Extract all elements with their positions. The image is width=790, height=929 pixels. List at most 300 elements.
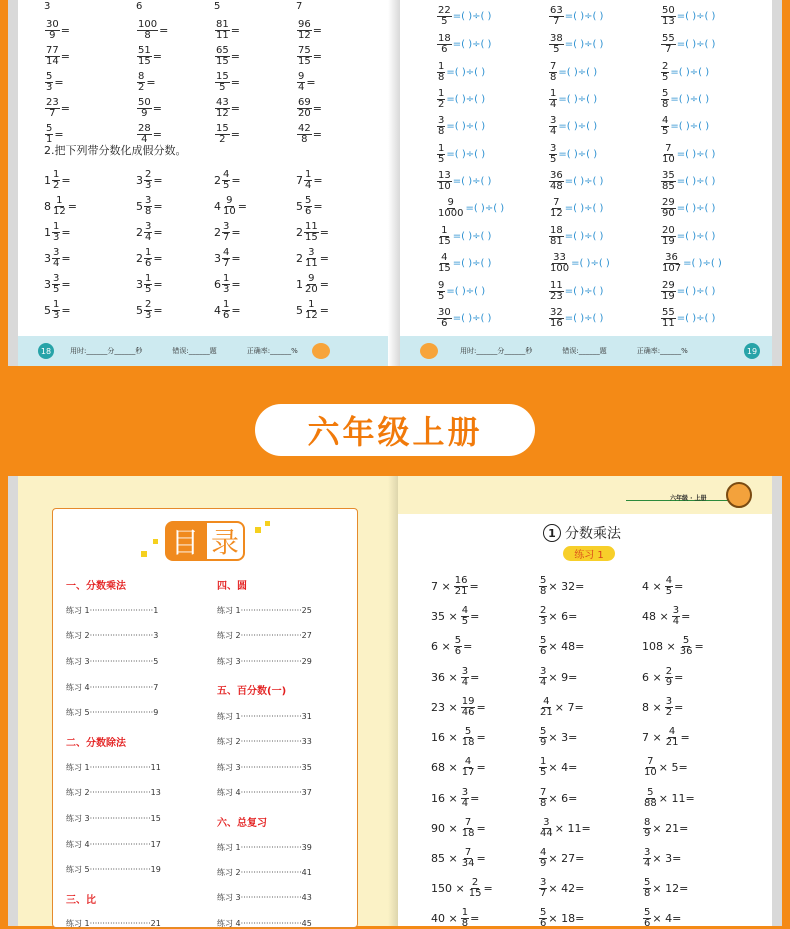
division-blank-problem: [436, 62, 485, 83]
denominator: 3: [540, 616, 547, 627]
denominator: 8: [438, 72, 445, 83]
fraction: [661, 226, 676, 247]
multiplier: 8 ×: [642, 701, 662, 714]
denominator: 44: [540, 828, 553, 839]
division-blank-problem: [548, 34, 603, 55]
numerator: 2: [662, 61, 669, 72]
division-blank-problem: [660, 253, 722, 274]
multiplication-problem: [538, 636, 584, 657]
numerator: 1: [550, 88, 557, 99]
fraction: [137, 46, 152, 67]
improper-fraction-problem: [296, 20, 322, 41]
mixed-number-problem: [214, 170, 241, 191]
fraction: [222, 196, 237, 217]
operator-suffix: =: [674, 701, 684, 714]
answer-blank[interactable]: =( )÷( ): [558, 67, 598, 78]
toc-entry[interactable]: 练习 3························43: [217, 893, 312, 902]
denominator: 7: [223, 232, 230, 243]
toc-entry[interactable]: 练习 4························45: [217, 919, 312, 928]
denominator: 9: [540, 858, 547, 869]
numerator: 1: [461, 907, 469, 918]
division-blank-problem: [436, 116, 485, 137]
fraction: [437, 144, 445, 165]
equals-sign: =: [153, 200, 163, 213]
division-blank-problem: [436, 198, 504, 219]
improper-fraction-problem: [214, 46, 240, 67]
division-blank-problem: [548, 89, 597, 110]
multiplication-problem: [431, 757, 486, 778]
denominator: 46: [461, 707, 475, 718]
numerator: 19: [461, 696, 475, 707]
multiplier: 40 ×: [431, 912, 458, 925]
operator-suffix: × 18=: [548, 912, 585, 925]
answer-blank[interactable]: =( )÷( ): [676, 203, 716, 214]
fraction: [461, 818, 476, 839]
division-blank-problem: [548, 226, 603, 247]
toc-section-heading: 六、总复习: [217, 818, 267, 829]
numerator: 1: [308, 299, 315, 310]
improper-fraction-problem: [136, 20, 168, 41]
answer-blank[interactable]: =( )÷( ): [558, 94, 598, 105]
toc-entry[interactable]: 练习 1························31: [217, 712, 312, 721]
numerator: 7: [296, 1, 303, 12]
numerator: 5: [540, 575, 547, 586]
denominator: 7: [665, 44, 672, 55]
whole-part: 4: [214, 200, 221, 213]
fraction: [539, 788, 547, 809]
answer-blank[interactable]: =( )÷( ): [676, 231, 716, 242]
numerator: 3: [223, 221, 230, 232]
answer-blank[interactable]: =( )÷( ): [676, 11, 716, 22]
fraction: [643, 788, 658, 809]
instruction-text: 2.把下列带分数化成假分数。: [44, 144, 187, 157]
numerator: 8: [138, 71, 145, 82]
denominator: 107: [662, 263, 682, 274]
operator-suffix: =: [469, 580, 479, 593]
answer-blank[interactable]: =( )÷( ): [564, 11, 604, 22]
footer-rate: 正确率:______%: [636, 347, 688, 355]
multiplication-problem: [538, 606, 577, 627]
answer-blank[interactable]: =( )÷( ): [446, 149, 486, 160]
answer-blank[interactable]: =( )÷( ): [446, 67, 486, 78]
answer-blank[interactable]: =( )÷( ): [564, 203, 604, 214]
toc-entry[interactable]: 练习 4························17: [66, 840, 161, 849]
fraction: [137, 72, 145, 93]
whole-part: 2: [214, 174, 221, 187]
multiplier: 7 ×: [642, 731, 662, 744]
equals-sign: =: [231, 252, 241, 265]
denominator: 8: [301, 134, 308, 145]
denominator: 20: [305, 284, 318, 295]
toc-entry[interactable]: 练习 3·························5: [66, 657, 159, 666]
answer-blank[interactable]: =( )÷( ): [670, 121, 710, 132]
multiplication-problem: [538, 697, 584, 718]
improper-fraction-problem: [296, 124, 322, 145]
numerator: 4: [441, 252, 448, 263]
whole-part: 2: [136, 252, 143, 265]
division-blank-problem: [436, 281, 485, 302]
answer-blank[interactable]: =( )÷( ): [452, 258, 492, 269]
multiplication-problem: [642, 727, 690, 748]
division-blank-problem: [436, 34, 491, 55]
toc-entry[interactable]: 练习 3························29: [217, 657, 312, 666]
answer-blank[interactable]: =( )÷( ): [564, 231, 604, 242]
denominator: 4: [550, 99, 557, 110]
division-blank-problem: [548, 308, 603, 329]
equals-sign: =: [319, 278, 329, 291]
equals-sign: =: [153, 278, 163, 291]
toc-entry[interactable]: 练习 3························35: [217, 763, 312, 772]
toc-entry[interactable]: 练习 2·························3: [66, 631, 159, 640]
denominator: 3: [53, 232, 60, 243]
denominator: 9: [644, 828, 651, 839]
fraction: [661, 62, 669, 83]
whole-part: 3: [44, 252, 51, 265]
numerator: 5: [682, 635, 690, 646]
operator-suffix: =: [476, 822, 486, 835]
denominator: 6: [644, 918, 651, 929]
answer-blank[interactable]: =( )÷( ): [446, 94, 486, 105]
division-blank-problem: [660, 144, 715, 165]
denominator: 2: [138, 82, 145, 93]
toc-entry[interactable]: 练习 1························11: [66, 763, 161, 772]
answer-blank[interactable]: =( )÷( ): [558, 121, 598, 132]
whole-part: 4: [214, 304, 221, 317]
toc-section-heading: 四、圆: [217, 581, 247, 592]
equals-sign: =: [61, 174, 71, 187]
mixed-number-problem: [44, 274, 71, 295]
fraction: [437, 281, 445, 302]
answer-blank[interactable]: =( )÷( ): [558, 149, 598, 160]
denominator: 12: [550, 208, 563, 219]
denominator: 5: [662, 126, 669, 137]
toc-entry[interactable]: 练习 1························25: [217, 606, 312, 615]
denominator: 12: [216, 108, 229, 119]
numerator: 3: [461, 666, 469, 677]
numerator: 6: [136, 1, 143, 12]
fraction: [144, 170, 152, 191]
multiplier: 6 ×: [431, 640, 451, 653]
numerator: 1: [56, 195, 63, 206]
answer-blank[interactable]: =( )÷( ): [676, 286, 716, 297]
fraction: [549, 89, 557, 110]
fraction: [549, 226, 564, 247]
denominator: 8: [145, 206, 152, 217]
equals-sign: =: [54, 128, 64, 141]
whole-part: 5: [136, 304, 143, 317]
toc-section-heading: 二、分数除法: [66, 738, 126, 749]
equals-sign: =: [319, 304, 329, 317]
fraction: [661, 116, 669, 137]
equals-sign: =: [230, 24, 240, 37]
equals-sign: =: [146, 76, 156, 89]
toc-entry[interactable]: 练习 2························27: [217, 631, 312, 640]
toc-entry[interactable]: 练习 5························19: [66, 865, 161, 874]
answer-blank[interactable]: =( )÷( ): [465, 203, 505, 214]
fraction: [45, 46, 60, 67]
fraction: [661, 281, 676, 302]
denominator: 8: [461, 918, 469, 929]
numerator: 1: [145, 247, 152, 258]
toc-title-char-2: 录: [205, 521, 245, 561]
equals-sign: =: [312, 128, 322, 141]
mixed-number-problem: [136, 196, 163, 217]
equals-sign: =: [306, 76, 316, 89]
numerator: 1: [53, 169, 60, 180]
answer-blank[interactable]: =( )÷( ): [452, 176, 492, 187]
denominator: 48: [550, 181, 563, 192]
division-blank-problem: [660, 6, 715, 27]
fraction: [52, 300, 60, 321]
equals-sign: =: [67, 200, 77, 213]
operator-suffix: =: [674, 671, 684, 684]
numerator: 7: [647, 756, 654, 767]
multiplication-problem: [431, 818, 486, 839]
whole-part: 1: [44, 226, 51, 239]
fraction: [144, 300, 152, 321]
equals-sign: =: [159, 24, 169, 37]
answer-blank[interactable]: =( )÷( ): [670, 67, 710, 78]
mixed-number-problem: [136, 300, 163, 321]
equals-sign: =: [61, 278, 71, 291]
denominator: 10: [438, 181, 451, 192]
toc-entry[interactable]: 练习 2························13: [66, 788, 161, 797]
denominator: 5: [219, 82, 226, 93]
toc-entry[interactable]: 练习 1·························1: [66, 606, 159, 615]
multiplier: 6 ×: [642, 671, 662, 684]
denominator: 18: [461, 828, 475, 839]
denominator: 15: [438, 236, 451, 247]
mixed-number-problem: [214, 300, 241, 321]
exercise-badge: 练习 1: [563, 546, 615, 561]
mixed-number-problem: [296, 170, 323, 191]
numerator: 7: [464, 817, 472, 828]
mixed-number-problem: [136, 274, 163, 295]
equals-sign: =: [54, 76, 64, 89]
numerator: 11: [305, 221, 318, 232]
fraction: [461, 848, 476, 869]
equals-sign: =: [61, 304, 71, 317]
numerator: 29: [662, 197, 675, 208]
numerator: 51: [138, 45, 151, 56]
denominator: 4: [145, 232, 152, 243]
operator-suffix: =: [476, 701, 486, 714]
numerator: 5: [662, 88, 669, 99]
numerator: 55: [662, 307, 675, 318]
toc-entry[interactable]: 练习 5·························9: [66, 708, 159, 717]
denominator: 9: [141, 108, 148, 119]
fraction: [52, 196, 67, 217]
mixed-number-problem: [136, 222, 163, 243]
denominator: 6: [145, 258, 152, 269]
improper-fraction-problem: [296, 98, 322, 119]
denominator: 10: [662, 154, 675, 165]
fraction: [665, 576, 673, 597]
answer-blank[interactable]: =( )÷( ): [676, 176, 716, 187]
answer-blank[interactable]: =( )÷( ): [564, 313, 604, 324]
page-footer-right: [400, 336, 772, 366]
numerator: 5: [644, 907, 651, 918]
fraction: [304, 222, 319, 243]
numerator: 5: [46, 71, 53, 82]
denominator: 8: [540, 586, 547, 597]
multiplier: 48 ×: [642, 610, 669, 623]
denominator: 2: [219, 134, 226, 145]
mixed-number-problem: [44, 248, 71, 269]
denominator: 15: [298, 56, 311, 67]
multiplication-problem: [642, 576, 683, 597]
operator-suffix: =: [674, 580, 684, 593]
improper-fraction-problem: [214, 20, 240, 41]
numerator: 18: [438, 33, 451, 44]
multiplication-problem: [642, 667, 683, 688]
answer-blank[interactable]: =( )÷( ): [676, 39, 716, 50]
division-blank-problem: [660, 34, 715, 55]
answer-blank[interactable]: =( )÷( ): [564, 286, 604, 297]
equals-sign: =: [313, 200, 323, 213]
multiplier: 150 ×: [431, 882, 465, 895]
equals-sign: =: [61, 226, 71, 239]
multiplication-problem: [431, 788, 479, 809]
footer-rate: 正确率:______%: [246, 347, 298, 355]
numerator: 35: [662, 170, 675, 181]
denominator: 5: [223, 180, 230, 191]
numerator: 4: [223, 247, 230, 258]
fraction: [297, 46, 312, 67]
fraction: [297, 20, 312, 41]
equals-sign: =: [60, 50, 70, 63]
answer-blank[interactable]: =( )÷( ): [446, 121, 486, 132]
denominator: 12: [53, 206, 66, 217]
operator-suffix: × 3=: [548, 731, 578, 744]
improper-fraction-problem: [136, 1, 142, 12]
division-blank-problem: [548, 253, 610, 274]
toc-entry[interactable]: 练习 3························15: [66, 814, 161, 823]
denominator: 6: [454, 646, 462, 657]
operator-suffix: =: [694, 640, 704, 653]
answer-blank[interactable]: =( )÷( ): [452, 231, 492, 242]
page-18: [18, 0, 395, 366]
improper-fraction-problem: [136, 46, 162, 67]
numerator: 13: [438, 170, 451, 181]
fraction: [45, 72, 53, 93]
fraction: [52, 170, 60, 191]
fraction: [45, 20, 60, 41]
fraction: [52, 248, 60, 269]
operator-suffix: × 21=: [652, 822, 689, 835]
improper-fraction-problem: [136, 98, 162, 119]
toc-entry[interactable]: 练习 4························37: [217, 788, 312, 797]
toc-entry[interactable]: 练习 1························39: [217, 843, 312, 852]
toc-entry[interactable]: 练习 2························33: [217, 737, 312, 746]
mixed-number-problem: [296, 300, 329, 321]
answer-blank[interactable]: =( )÷( ): [564, 176, 604, 187]
improper-fraction-problem: [296, 46, 322, 67]
division-blank-problem: [548, 281, 603, 302]
denominator: 4: [461, 677, 469, 688]
denominator: 5: [53, 284, 60, 295]
whole-part: 5: [44, 304, 51, 317]
answer-blank[interactable]: =( )÷( ): [670, 94, 710, 105]
denominator: 21: [454, 586, 468, 597]
numerator: 18: [550, 225, 563, 236]
numerator: 1: [540, 756, 547, 767]
mixed-number-problem: [214, 196, 247, 217]
division-blank-problem: [436, 6, 491, 27]
numerator: 5: [644, 877, 651, 888]
answer-blank[interactable]: =( )÷( ): [676, 149, 716, 160]
numerator: 22: [438, 5, 451, 16]
fraction: [297, 124, 312, 145]
denominator: 10: [644, 767, 657, 778]
whole-part: 2: [214, 226, 221, 239]
multiplication-problem: [538, 848, 584, 869]
denominator: 5: [662, 72, 669, 83]
denominator: 3: [46, 82, 53, 93]
answer-blank[interactable]: =( )÷( ): [683, 258, 722, 269]
numerator: 2: [471, 877, 479, 888]
division-blank-problem: [548, 62, 597, 83]
multiplication-problem: [538, 878, 584, 899]
multiplication-problem: [431, 636, 472, 657]
equals-sign: =: [231, 174, 241, 187]
denominator: 5: [553, 44, 560, 55]
numerator: 50: [138, 97, 151, 108]
multiplication-problem: [538, 576, 584, 597]
denominator: 15: [438, 263, 451, 274]
denominator: 3: [145, 310, 152, 321]
operator-suffix: × 7=: [554, 701, 584, 714]
answer-blank[interactable]: =( )÷( ): [446, 286, 486, 297]
answer-blank[interactable]: =( )÷( ): [452, 39, 492, 50]
toc-title: [165, 521, 245, 561]
fraction: [643, 818, 651, 839]
numerator: 5: [647, 787, 654, 798]
numerator: 100: [138, 19, 158, 30]
fraction: [437, 171, 452, 192]
mixed-number-problem: [214, 274, 241, 295]
fraction: [549, 198, 564, 219]
numerator: 23: [46, 97, 59, 108]
toc-entry[interactable]: 练习 4·························7: [66, 683, 159, 692]
numerator: 4: [464, 756, 472, 767]
fraction: [661, 144, 676, 165]
fraction: [661, 253, 682, 274]
numerator: 3: [644, 847, 651, 858]
operator-suffix: × 3=: [652, 852, 682, 865]
fraction: [437, 308, 452, 329]
denominator: 6: [441, 44, 448, 55]
answer-blank[interactable]: =( )÷( ): [571, 258, 610, 269]
whole-part: 2: [296, 252, 303, 265]
answer-blank[interactable]: =( )÷( ): [452, 313, 492, 324]
equals-sign: =: [61, 252, 71, 265]
whole-part: 5: [136, 200, 143, 213]
fraction: [549, 6, 564, 27]
fraction: [643, 848, 651, 869]
fraction: [461, 757, 476, 778]
fraction: [661, 308, 676, 329]
fraction: [549, 171, 564, 192]
toc-entry[interactable]: 练习 1························21: [66, 919, 161, 928]
answer-blank[interactable]: =( )÷( ): [564, 39, 604, 50]
toc-entry[interactable]: 练习 2························41: [217, 868, 312, 877]
answer-blank[interactable]: =( )÷( ): [452, 11, 492, 22]
numerator: 11: [550, 280, 563, 291]
division-blank-problem: [436, 253, 491, 274]
answer-blank[interactable]: =( )÷( ): [676, 313, 716, 324]
denominator: 2: [53, 180, 60, 191]
